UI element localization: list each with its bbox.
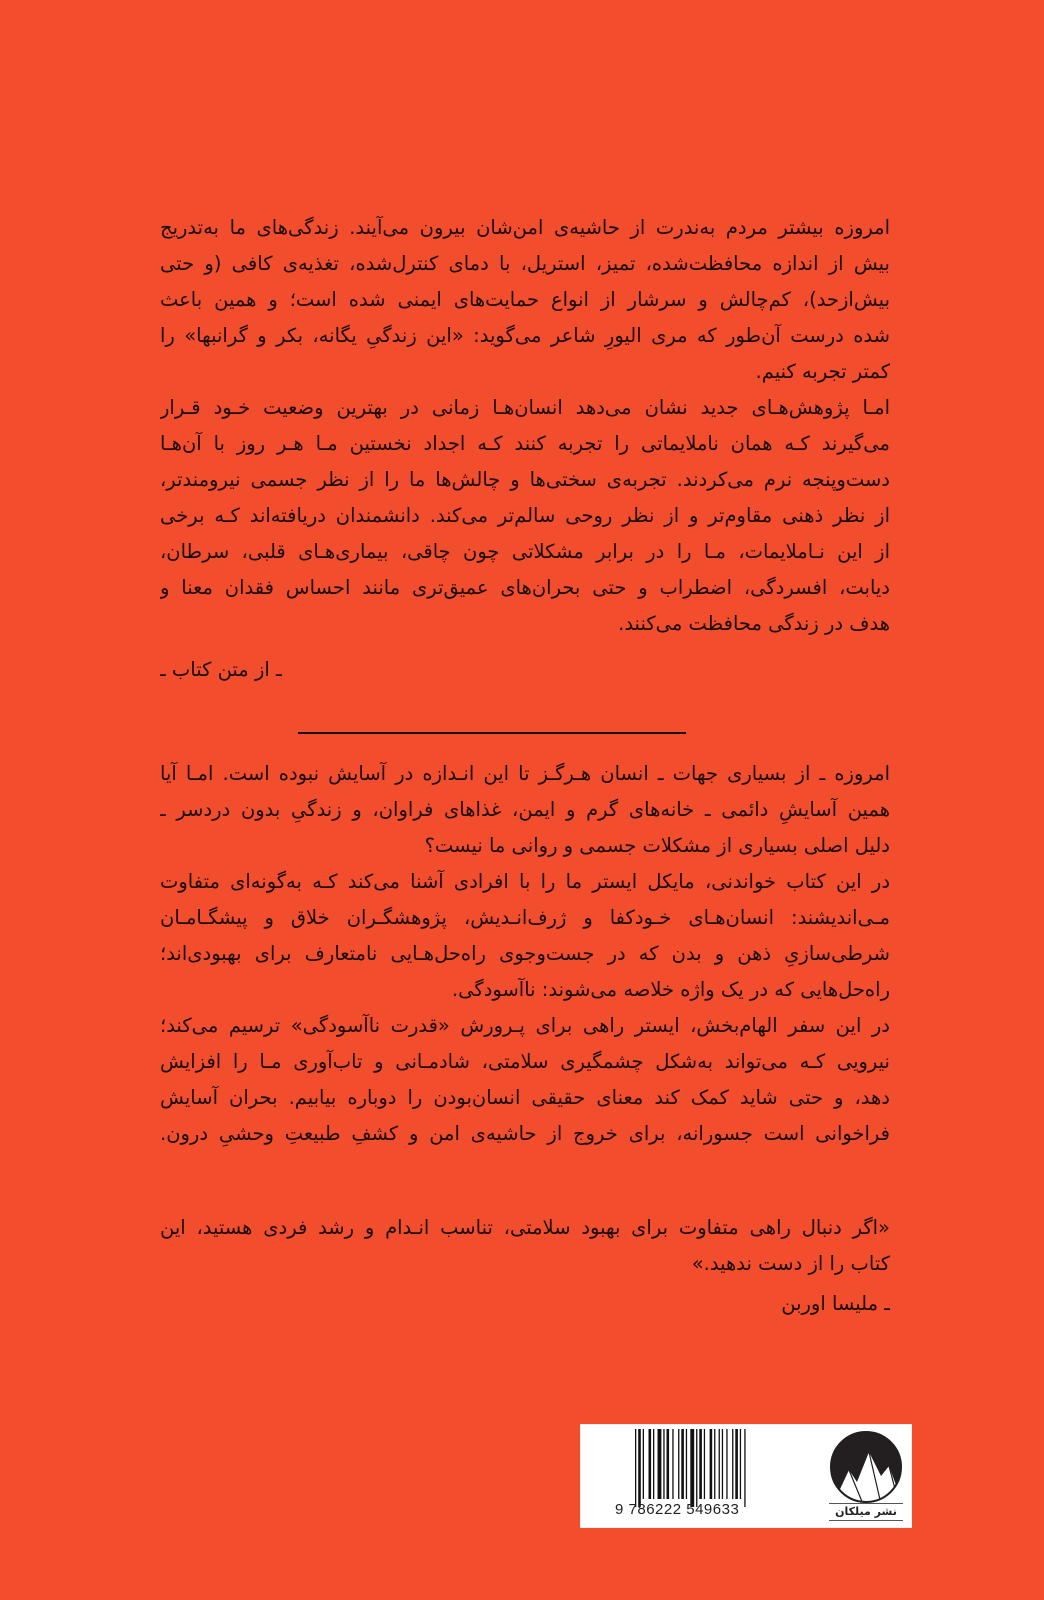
publisher-name: نشر میلکان [829,1503,903,1521]
barcode-bar [643,1429,644,1499]
text-line: در این سفر الهام‌بخش، ایستر راهی برای پـرورش «قدرت ناآسودگی» ترسیم می‌کند؛ [160,1014,890,1037]
text-line: دهد، و حتی شاید کمک کند معنای حقیقی انسان‌بودن را دوباره بیابیم. بحران آسایش [160,1086,890,1109]
text-line: همین آسایشِ دائمی ـ خانه‌های گرم و ایمن، غذاهای فراوان، و زندگیِ بدون دردسر ـ [160,798,890,821]
barcode-bar [719,1429,720,1499]
barcode-bar [726,1429,727,1499]
blurb-block [160,1210,890,1322]
text-line: امـا پژوهش‌هـای جدید نشان می‌دهد انسان‌هـا زمانی در بهترین وضعیت خـود قـرار [160,396,890,419]
text-line: هدف در زندگی محافظت می‌کنند. [618,612,890,635]
text-line: دست‌وپنجه نرم می‌کردند. تجربه‌ی سختی‌ها و چالش‌ها ما را از نظر جسمی نیرومندتر، [160,468,890,491]
text-line: امروزه ـ از بسیاری جهات ـ انسان هـرگـز تا این انـدازه در آسایش نبوده است. امـا آیا [160,762,890,785]
text-line: نیرویی کـه می‌تواند به‌شکل چشمگیری سلامتی، شادمـانی و تاب‌آوری مـا را افزایش [160,1050,890,1073]
section-divider [298,732,686,734]
barcode-bar [663,1429,664,1499]
text-line: از این نـاملایمات، مـا را در برابر مشکلاتی چون چاقی، بیماری‌هـای قلبی، سرطان، [160,540,890,563]
barcode-bar [732,1429,733,1499]
barcode-bar [638,1429,641,1507]
barcode-bar [744,1429,745,1507]
barcode-bar [690,1429,694,1507]
blurb-line: کتاب را از دست ندهید.» [691,1252,890,1275]
blurb-line: «اگر دنبال راهی متفاوت برای بهبود سلامتی، تناسب انـدام و رشد فردی هستید، این [160,1216,890,1239]
text-line: شرطی‌سازیِ ذهن و بدن که در جست‌وجوی راه‌حل‌هـایی نامتعارف برای بهبودی‌اند؛ [160,942,890,965]
text-line: بیش‌ازحد)، کم‌چالش و سرشار از انواع حمایت‌های ایمنی شده است؛ و همین باعث [160,288,890,311]
barcode-panel [580,1424,912,1528]
text-line: دیابت، افسردگی، اضطراب و حتی بحران‌های عمیق‌تری مانند احساس فقدان معنا و [160,576,890,599]
barcode-bar [681,1429,684,1499]
barcode-bar [649,1429,652,1499]
barcode-bar [704,1429,705,1499]
text-line: از نظر ذهنی مقاوم‌تر و از نظر روحی سالم‌تر می‌کند. دانشمندان دریافته‌اند کـه برخی [160,504,890,527]
text-line: در این کتاب خواندنی، مایکل ایستر ما را با افرادی آشنا می‌کند کـه به‌گونه‌ای متفاوت [160,870,890,893]
text-line: می‌گیرند کـه همان ناملایماتی را تجربه کنند کـه اجداد نخستین مـا هـر روز با آن‌هـا [160,432,890,455]
barcode-bar [653,1429,654,1499]
blurb-author: ـ ملیسا اوربن [781,1292,890,1315]
barcode-bar [699,1429,702,1499]
text-line: کمتر تجربه کنیم. [755,360,890,383]
barcode-bar [678,1429,679,1499]
text-line: دلیل اصلی بسیاری از مشکلات جسمی و روانی ما نیست؟ [424,834,890,857]
text-line: راه‌حل‌هایی که در یک واژه خلاصه می‌شوند: ناآسودگی. [451,978,890,1001]
barcode-bar [658,1429,662,1499]
barcode-bar [667,1429,670,1499]
text-line: مـی‌اندیشند: انسان‌هـای خـودکفا و ژرف‌انـدیش، پژوهشگـران خلاق و پیشگـامـان [160,906,890,929]
excerpt-source: ـ از متن کتاب ـ [160,658,282,681]
barcode-bar [735,1429,738,1499]
text-line: امروزه بیشتر مردم به‌ندرت از حاشیه‌ی امن‌شان بیرون می‌آیند. زندگی‌های ما به‌تدریج [160,216,890,239]
summary-block [160,756,890,1152]
text-line: بیش از اندازه محافظت‌شده، تمیز، استریل، با دمای کنترل‌شده، تغذیه‌ی کافی (و حتی [160,252,890,275]
barcode-bars [633,1429,813,1507]
barcode-bar [672,1429,673,1499]
barcode-bar [714,1429,715,1499]
barcode-bar [722,1429,723,1499]
excerpt-block [160,210,890,688]
barcode-bar [696,1429,697,1507]
barcode-bar [635,1429,636,1507]
isbn-number: 9 786222 549633 [615,1501,740,1518]
barcode-bar [710,1429,713,1499]
text-line: فراخوانی است جسورانه، برای خروج از حاشیه‌ی امن و کشفِ طبیعتِ وحشیِ درون. [160,1122,890,1145]
barcode-bar [686,1429,687,1499]
text-line: شده درست آن‌طور که مری الیورِ شاعر می‌گوید: «این زندگیِ یگانه، بکر و گرانبها» را [160,324,890,347]
publisher-logo-icon [829,1430,903,1504]
barcode-bar [740,1429,741,1499]
